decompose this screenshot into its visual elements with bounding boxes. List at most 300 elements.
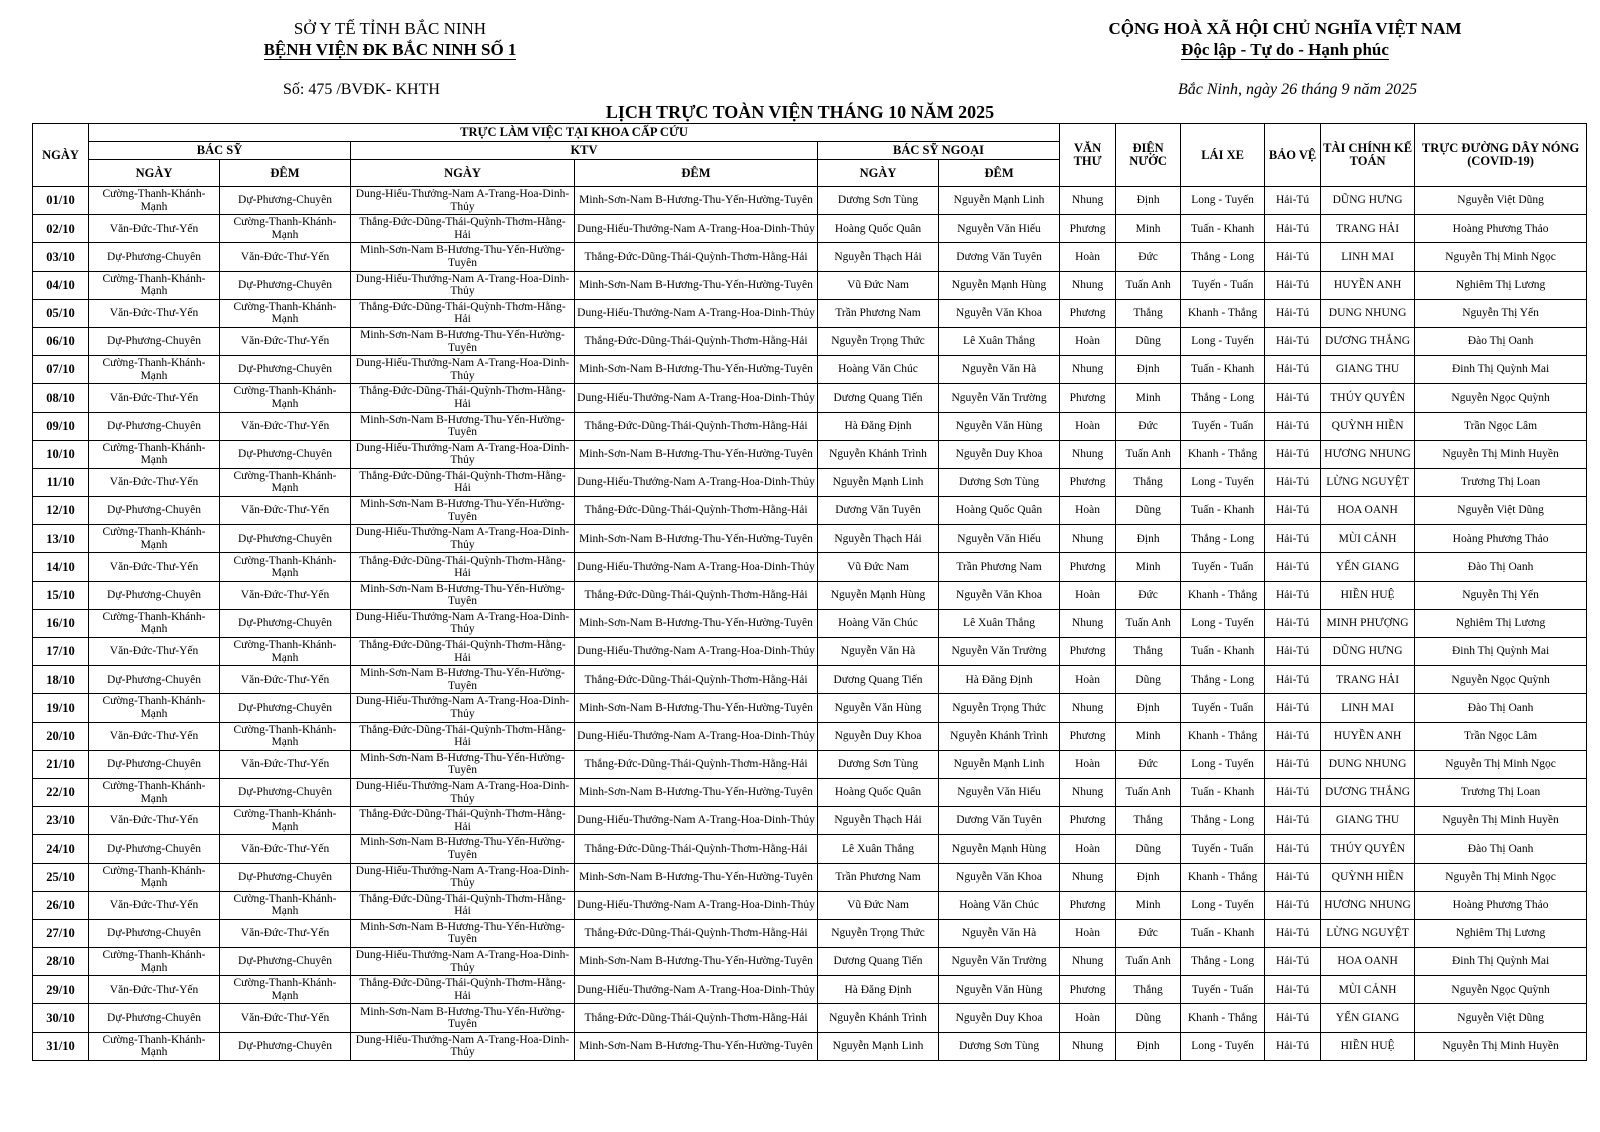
day-cell: 11/10: [33, 468, 89, 496]
ktv-night-cell: Minh-Sơn-Nam B-Hương-Thu-Yến-Hường-Tuyên: [575, 1032, 818, 1060]
bac-si-night-cell: Dự-Phương-Chuyên: [220, 948, 351, 976]
ktv-night-cell: Minh-Sơn-Nam B-Hương-Thu-Yến-Hường-Tuyên: [575, 525, 818, 553]
van-thu-cell: Hoàn: [1060, 1004, 1116, 1032]
dien-nuoc-cell: Đức: [1116, 750, 1181, 778]
bao-ve-cell: Hải-Tú: [1265, 694, 1321, 722]
duong-day-nong-cell: Nghiêm Thị Lương: [1415, 919, 1587, 947]
ktv-day-cell: Thắng-Đức-Dũng-Thái-Quỳnh-Thơm-Hằng-Hải: [351, 807, 575, 835]
lai-xe-cell: Tuyến - Tuấn: [1181, 271, 1265, 299]
header-bac-si-ngoai-day: NGÀY: [818, 160, 939, 187]
table-row: [33, 948, 1587, 976]
bac-si-night-cell: Dự-Phương-Chuyên: [220, 187, 351, 215]
lai-xe-cell: Tuấn - Khanh: [1181, 778, 1265, 806]
duong-day-nong-cell: Nguyễn Việt Dũng: [1415, 187, 1587, 215]
bac-si-night-cell: Dự-Phương-Chuyên: [220, 609, 351, 637]
bac-si-day-cell: Cường-Thanh-Khánh-Mạnh: [89, 525, 220, 553]
ktv-night-cell: Minh-Sơn-Nam B-Hương-Thu-Yến-Hường-Tuyên: [575, 440, 818, 468]
lai-xe-cell: Long - Tuyến: [1181, 750, 1265, 778]
duong-day-nong-cell: Trương Thị Loan: [1415, 468, 1587, 496]
bac-si-day-cell: Văn-Đức-Thư-Yến: [89, 891, 220, 919]
lai-xe-cell: Khanh - Thắng: [1181, 299, 1265, 327]
day-cell: 26/10: [33, 891, 89, 919]
day-cell: 12/10: [33, 497, 89, 525]
lai-xe-cell: Tuấn - Khanh: [1181, 215, 1265, 243]
lai-xe-cell: Long - Tuyến: [1181, 468, 1265, 496]
lai-xe-cell: Khanh - Thắng: [1181, 581, 1265, 609]
bac-si-day-cell: Dự-Phương-Chuyên: [89, 243, 220, 271]
duong-day-nong-cell: Nguyễn Ngọc Quỳnh: [1415, 976, 1587, 1004]
van-thu-cell: Hoàn: [1060, 750, 1116, 778]
bac-si-day-cell: Cường-Thanh-Khánh-Mạnh: [89, 356, 220, 384]
day-cell: 25/10: [33, 863, 89, 891]
dien-nuoc-cell: Đức: [1116, 581, 1181, 609]
bac-si-night-cell: Văn-Đức-Thư-Yến: [220, 581, 351, 609]
bao-ve-cell: Hải-Tú: [1265, 976, 1321, 1004]
bac-si-night-cell: Cường-Thanh-Khánh-Mạnh: [220, 722, 351, 750]
duong-day-nong-cell: Nguyễn Thị Minh Ngọc: [1415, 863, 1587, 891]
tai-chinh-cell: MÙI CẢNH: [1321, 525, 1415, 553]
bac-si-ngoai-day-cell: Dương Sơn Tùng: [818, 187, 939, 215]
national-motto: Độc lập - Tự do - Hạnh phúc: [1181, 40, 1389, 59]
bac-si-ngoai-night-cell: Nguyễn Mạnh Linh: [939, 750, 1060, 778]
table-row: [33, 609, 1587, 637]
bac-si-ngoai-night-cell: Nguyễn Văn Khoa: [939, 299, 1060, 327]
ktv-night-cell: Minh-Sơn-Nam B-Hương-Thu-Yến-Hường-Tuyên: [575, 271, 818, 299]
bac-si-ngoai-day-cell: Vũ Đức Nam: [818, 271, 939, 299]
bac-si-day-cell: Cường-Thanh-Khánh-Mạnh: [89, 948, 220, 976]
duong-day-nong-cell: Đinh Thị Quỳnh Mai: [1415, 948, 1587, 976]
bao-ve-cell: Hải-Tú: [1265, 919, 1321, 947]
dien-nuoc-cell: Dũng: [1116, 666, 1181, 694]
ktv-day-cell: Thắng-Đức-Dũng-Thái-Quỳnh-Thơm-Hằng-Hải: [351, 553, 575, 581]
ktv-night-cell: Dung-Hiếu-Thưởng-Nam A-Trang-Hoa-Dinh-Thủy: [575, 215, 818, 243]
van-thu-cell: Hoàn: [1060, 327, 1116, 355]
ktv-day-cell: Minh-Sơn-Nam B-Hương-Thu-Yến-Hường-Tuyên: [351, 327, 575, 355]
bac-si-ngoai-day-cell: Dương Văn Tuyên: [818, 497, 939, 525]
van-thu-cell: Phương: [1060, 215, 1116, 243]
tai-chinh-cell: HƯƠNG NHUNG: [1321, 440, 1415, 468]
lai-xe-cell: Khanh - Thắng: [1181, 440, 1265, 468]
lai-xe-cell: Thắng - Long: [1181, 384, 1265, 412]
bac-si-day-cell: Cường-Thanh-Khánh-Mạnh: [89, 1032, 220, 1060]
ktv-night-cell: Dung-Hiếu-Thưởng-Nam A-Trang-Hoa-Dinh-Thủy: [575, 891, 818, 919]
table-row: [33, 215, 1587, 243]
bac-si-ngoai-day-cell: Nguyễn Mạnh Hùng: [818, 581, 939, 609]
dien-nuoc-cell: Minh: [1116, 553, 1181, 581]
tai-chinh-cell: DŨNG HƯNG: [1321, 187, 1415, 215]
duong-day-nong-cell: Đinh Thị Quỳnh Mai: [1415, 356, 1587, 384]
duong-day-nong-cell: Nguyễn Thị Yến: [1415, 299, 1587, 327]
duong-day-nong-cell: Hoàng Phương Thảo: [1415, 525, 1587, 553]
dien-nuoc-cell: Đức: [1116, 919, 1181, 947]
ktv-night-cell: Thắng-Đức-Dũng-Thái-Quỳnh-Thơm-Hằng-Hải: [575, 919, 818, 947]
bao-ve-cell: Hải-Tú: [1265, 778, 1321, 806]
bac-si-day-cell: Văn-Đức-Thư-Yến: [89, 299, 220, 327]
table-row: [33, 243, 1587, 271]
day-cell: 19/10: [33, 694, 89, 722]
dien-nuoc-cell: Thắng: [1116, 299, 1181, 327]
ktv-night-cell: Minh-Sơn-Nam B-Hương-Thu-Yến-Hường-Tuyên: [575, 863, 818, 891]
dien-nuoc-cell: Tuấn Anh: [1116, 609, 1181, 637]
day-cell: 03/10: [33, 243, 89, 271]
duong-day-nong-cell: Nguyễn Thị Minh Huyền: [1415, 440, 1587, 468]
tai-chinh-cell: GIANG THU: [1321, 356, 1415, 384]
day-cell: 24/10: [33, 835, 89, 863]
ktv-day-cell: Dung-Hiếu-Thưởng-Nam A-Trang-Hoa-Dinh-Thủy: [351, 187, 575, 215]
ktv-night-cell: Thắng-Đức-Dũng-Thái-Quỳnh-Thơm-Hằng-Hải: [575, 835, 818, 863]
bac-si-ngoai-night-cell: Nguyễn Văn Trường: [939, 384, 1060, 412]
ktv-night-cell: Dung-Hiếu-Thưởng-Nam A-Trang-Hoa-Dinh-Thủy: [575, 468, 818, 496]
van-thu-cell: Hoàn: [1060, 581, 1116, 609]
day-cell: 04/10: [33, 271, 89, 299]
van-thu-cell: Phương: [1060, 976, 1116, 1004]
lai-xe-cell: Long - Tuyến: [1181, 327, 1265, 355]
bac-si-night-cell: Dự-Phương-Chuyên: [220, 694, 351, 722]
bac-si-ngoai-night-cell: Nguyễn Văn Hà: [939, 919, 1060, 947]
day-cell: 20/10: [33, 722, 89, 750]
bao-ve-cell: Hải-Tú: [1265, 525, 1321, 553]
ktv-night-cell: Minh-Sơn-Nam B-Hương-Thu-Yến-Hường-Tuyên: [575, 948, 818, 976]
bac-si-day-cell: Văn-Đức-Thư-Yến: [89, 638, 220, 666]
bac-si-day-cell: Dự-Phương-Chuyên: [89, 327, 220, 355]
ktv-day-cell: Dung-Hiếu-Thưởng-Nam A-Trang-Hoa-Dinh-Thủy: [351, 948, 575, 976]
ktv-day-cell: Dung-Hiếu-Thưởng-Nam A-Trang-Hoa-Dinh-Thủy: [351, 609, 575, 637]
ktv-day-cell: Dung-Hiếu-Thưởng-Nam A-Trang-Hoa-Dinh-Thủy: [351, 356, 575, 384]
day-cell: 29/10: [33, 976, 89, 1004]
bao-ve-cell: Hải-Tú: [1265, 1032, 1321, 1060]
bac-si-ngoai-night-cell: Nguyễn Văn Khoa: [939, 581, 1060, 609]
table-row: [33, 497, 1587, 525]
dien-nuoc-cell: Đức: [1116, 243, 1181, 271]
table-row: [33, 666, 1587, 694]
bac-si-ngoai-day-cell: Nguyễn Văn Hùng: [818, 694, 939, 722]
ktv-night-cell: Thắng-Đức-Dũng-Thái-Quỳnh-Thơm-Hằng-Hải: [575, 666, 818, 694]
bac-si-day-cell: Cường-Thanh-Khánh-Mạnh: [89, 271, 220, 299]
table-row: [33, 525, 1587, 553]
bao-ve-cell: Hải-Tú: [1265, 609, 1321, 637]
ktv-night-cell: Thắng-Đức-Dũng-Thái-Quỳnh-Thơm-Hằng-Hải: [575, 750, 818, 778]
dien-nuoc-cell: Định: [1116, 525, 1181, 553]
lai-xe-cell: Long - Tuyến: [1181, 1032, 1265, 1060]
lai-xe-cell: Tuyến - Tuấn: [1181, 553, 1265, 581]
bac-si-day-cell: Cường-Thanh-Khánh-Mạnh: [89, 440, 220, 468]
ktv-night-cell: Minh-Sơn-Nam B-Hương-Thu-Yến-Hường-Tuyên: [575, 609, 818, 637]
van-thu-cell: Hoàn: [1060, 412, 1116, 440]
header-left: [240, 18, 540, 60]
table-row: [33, 807, 1587, 835]
bac-si-ngoai-day-cell: Lê Xuân Thắng: [818, 835, 939, 863]
bac-si-night-cell: Cường-Thanh-Khánh-Mạnh: [220, 299, 351, 327]
lai-xe-cell: Thắng - Long: [1181, 525, 1265, 553]
ktv-night-cell: Thắng-Đức-Dũng-Thái-Quỳnh-Thơm-Hằng-Hải: [575, 327, 818, 355]
bac-si-ngoai-night-cell: Hà Đăng Định: [939, 666, 1060, 694]
van-thu-cell: Nhung: [1060, 609, 1116, 637]
table-row: [33, 638, 1587, 666]
bac-si-ngoai-night-cell: Nguyễn Văn Hùng: [939, 412, 1060, 440]
tai-chinh-cell: HIỀN HUỆ: [1321, 1032, 1415, 1060]
van-thu-cell: Hoàn: [1060, 835, 1116, 863]
van-thu-cell: Nhung: [1060, 440, 1116, 468]
tai-chinh-cell: LINH MAI: [1321, 243, 1415, 271]
bac-si-ngoai-day-cell: Nguyễn Thạch Hải: [818, 243, 939, 271]
country-name: CỘNG HOÀ XÃ HỘI CHỦ NGHĨA VIỆT NAM: [1108, 19, 1462, 38]
tai-chinh-cell: THÚY QUYÊN: [1321, 835, 1415, 863]
bac-si-ngoai-night-cell: Dương Văn Tuyên: [939, 243, 1060, 271]
tai-chinh-cell: DUNG NHUNG: [1321, 750, 1415, 778]
bac-si-day-cell: Dự-Phương-Chuyên: [89, 581, 220, 609]
dien-nuoc-cell: Định: [1116, 694, 1181, 722]
table-header: [33, 124, 1587, 187]
header-bac-si-day: NGÀY: [89, 160, 220, 187]
bac-si-ngoai-night-cell: Hoàng Văn Chúc: [939, 891, 1060, 919]
bac-si-night-cell: Cường-Thanh-Khánh-Mạnh: [220, 638, 351, 666]
ktv-night-cell: Minh-Sơn-Nam B-Hương-Thu-Yến-Hường-Tuyên: [575, 778, 818, 806]
dien-nuoc-cell: Định: [1116, 187, 1181, 215]
van-thu-cell: Nhung: [1060, 187, 1116, 215]
duong-day-nong-cell: Nguyễn Ngọc Quỳnh: [1415, 666, 1587, 694]
page-title: LỊCH TRỰC TOÀN VIỆN THÁNG 10 NĂM 2025: [605, 102, 995, 122]
bac-si-day-cell: Văn-Đức-Thư-Yến: [89, 807, 220, 835]
ktv-night-cell: Dung-Hiếu-Thưởng-Nam A-Trang-Hoa-Dinh-Thủy: [575, 807, 818, 835]
lai-xe-cell: Tuyến - Tuấn: [1181, 976, 1265, 1004]
bac-si-ngoai-night-cell: Nguyễn Duy Khoa: [939, 440, 1060, 468]
header-bac-si-ngoai: BÁC SỸ NGOẠI: [818, 142, 1060, 160]
bac-si-ngoai-night-cell: Trần Phương Nam: [939, 553, 1060, 581]
dien-nuoc-cell: Thắng: [1116, 807, 1181, 835]
bao-ve-cell: Hải-Tú: [1265, 722, 1321, 750]
hospital-name: BỆNH VIỆN ĐK BẮC NINH SỐ 1: [263, 40, 517, 59]
duong-day-nong-cell: Nghiêm Thị Lương: [1415, 271, 1587, 299]
tai-chinh-cell: MINH PHƯỢNG: [1321, 609, 1415, 637]
bac-si-ngoai-night-cell: Nguyễn Văn Hiếu: [939, 525, 1060, 553]
van-thu-cell: Phương: [1060, 722, 1116, 750]
ktv-night-cell: Dung-Hiếu-Thưởng-Nam A-Trang-Hoa-Dinh-Thủy: [575, 384, 818, 412]
day-cell: 14/10: [33, 553, 89, 581]
bac-si-ngoai-night-cell: Nguyễn Mạnh Hùng: [939, 271, 1060, 299]
van-thu-cell: Hoàn: [1060, 919, 1116, 947]
day-cell: 31/10: [33, 1032, 89, 1060]
bao-ve-cell: Hải-Tú: [1265, 835, 1321, 863]
bac-si-ngoai-day-cell: Vũ Đức Nam: [818, 553, 939, 581]
bao-ve-cell: Hải-Tú: [1265, 666, 1321, 694]
ktv-day-cell: Minh-Sơn-Nam B-Hương-Thu-Yến-Hường-Tuyên: [351, 835, 575, 863]
ktv-day-cell: Dung-Hiếu-Thưởng-Nam A-Trang-Hoa-Dinh-Thủy: [351, 1032, 575, 1060]
dien-nuoc-cell: Tuấn Anh: [1116, 948, 1181, 976]
table-row: [33, 187, 1587, 215]
bac-si-night-cell: Văn-Đức-Thư-Yến: [220, 327, 351, 355]
ktv-day-cell: Minh-Sơn-Nam B-Hương-Thu-Yến-Hường-Tuyên: [351, 412, 575, 440]
ktv-day-cell: Thắng-Đức-Dũng-Thái-Quỳnh-Thơm-Hằng-Hải: [351, 299, 575, 327]
table-row: [33, 778, 1587, 806]
table-row: [33, 356, 1587, 384]
bac-si-day-cell: Cường-Thanh-Khánh-Mạnh: [89, 778, 220, 806]
lai-xe-cell: Tuấn - Khanh: [1181, 638, 1265, 666]
header-bac-si: BÁC SỸ: [89, 142, 351, 160]
van-thu-cell: Nhung: [1060, 863, 1116, 891]
header-van-thu: VĂN THƯ: [1060, 124, 1116, 187]
tai-chinh-cell: YẾN GIANG: [1321, 553, 1415, 581]
bac-si-night-cell: Cường-Thanh-Khánh-Mạnh: [220, 215, 351, 243]
bac-si-night-cell: Văn-Đức-Thư-Yến: [220, 835, 351, 863]
bac-si-ngoai-night-cell: Nguyễn Mạnh Linh: [939, 187, 1060, 215]
dien-nuoc-cell: Dũng: [1116, 835, 1181, 863]
bac-si-ngoai-day-cell: Nguyễn Thạch Hải: [818, 525, 939, 553]
lai-xe-cell: Thắng - Long: [1181, 243, 1265, 271]
table-row: [33, 1032, 1587, 1060]
duong-day-nong-cell: Nguyễn Việt Dũng: [1415, 1004, 1587, 1032]
ktv-day-cell: Minh-Sơn-Nam B-Hương-Thu-Yến-Hường-Tuyên: [351, 1004, 575, 1032]
lai-xe-cell: Khanh - Thắng: [1181, 1004, 1265, 1032]
van-thu-cell: Nhung: [1060, 1032, 1116, 1060]
ktv-day-cell: Thắng-Đức-Dũng-Thái-Quỳnh-Thơm-Hằng-Hải: [351, 891, 575, 919]
duong-day-nong-cell: Trần Ngọc Lâm: [1415, 722, 1587, 750]
header-bao-ve: BẢO VỆ: [1265, 124, 1321, 187]
bao-ve-cell: Hải-Tú: [1265, 863, 1321, 891]
dien-nuoc-cell: Minh: [1116, 722, 1181, 750]
bac-si-day-cell: Văn-Đức-Thư-Yến: [89, 215, 220, 243]
day-cell: 07/10: [33, 356, 89, 384]
table-row: [33, 553, 1587, 581]
header-emergency-group: TRỰC LÀM VIỆC TẠI KHOA CẤP CỨU: [89, 124, 1060, 142]
ktv-day-cell: Dung-Hiếu-Thưởng-Nam A-Trang-Hoa-Dinh-Thủy: [351, 863, 575, 891]
table-row: [33, 863, 1587, 891]
ktv-night-cell: Dung-Hiếu-Thưởng-Nam A-Trang-Hoa-Dinh-Thủy: [575, 976, 818, 1004]
bac-si-day-cell: Dự-Phương-Chuyên: [89, 497, 220, 525]
tai-chinh-cell: DŨNG HƯNG: [1321, 638, 1415, 666]
bac-si-night-cell: Văn-Đức-Thư-Yến: [220, 412, 351, 440]
bao-ve-cell: Hải-Tú: [1265, 243, 1321, 271]
bac-si-ngoai-night-cell: Nguyễn Văn Hà: [939, 356, 1060, 384]
tai-chinh-cell: HOA OANH: [1321, 948, 1415, 976]
day-cell: 21/10: [33, 750, 89, 778]
bac-si-ngoai-day-cell: Trần Phương Nam: [818, 299, 939, 327]
dien-nuoc-cell: Dũng: [1116, 327, 1181, 355]
dien-nuoc-cell: Định: [1116, 356, 1181, 384]
header-bac-si-ngoai-night: ĐÊM: [939, 160, 1060, 187]
ktv-night-cell: Dung-Hiếu-Thưởng-Nam A-Trang-Hoa-Dinh-Thủy: [575, 638, 818, 666]
ktv-day-cell: Minh-Sơn-Nam B-Hương-Thu-Yến-Hường-Tuyên: [351, 497, 575, 525]
ktv-night-cell: Minh-Sơn-Nam B-Hương-Thu-Yến-Hường-Tuyên: [575, 694, 818, 722]
bac-si-ngoai-day-cell: Dương Quang Tiến: [818, 948, 939, 976]
day-cell: 16/10: [33, 609, 89, 637]
bac-si-day-cell: Dự-Phương-Chuyên: [89, 835, 220, 863]
tai-chinh-cell: TRANG HẢI: [1321, 215, 1415, 243]
bac-si-ngoai-day-cell: Nguyễn Khánh Trình: [818, 1004, 939, 1032]
bao-ve-cell: Hải-Tú: [1265, 497, 1321, 525]
tai-chinh-cell: QUỲNH HIỀN: [1321, 412, 1415, 440]
ktv-day-cell: Thắng-Đức-Dũng-Thái-Quỳnh-Thơm-Hằng-Hải: [351, 722, 575, 750]
bac-si-night-cell: Văn-Đức-Thư-Yến: [220, 750, 351, 778]
table-row: [33, 750, 1587, 778]
lai-xe-cell: Tuyến - Tuấn: [1181, 694, 1265, 722]
ktv-day-cell: Dung-Hiếu-Thưởng-Nam A-Trang-Hoa-Dinh-Thủy: [351, 525, 575, 553]
van-thu-cell: Phương: [1060, 638, 1116, 666]
ktv-night-cell: Thắng-Đức-Dũng-Thái-Quỳnh-Thơm-Hằng-Hải: [575, 1004, 818, 1032]
bac-si-night-cell: Dự-Phương-Chuyên: [220, 271, 351, 299]
lai-xe-cell: Tuyến - Tuấn: [1181, 412, 1265, 440]
tai-chinh-cell: GIANG THU: [1321, 807, 1415, 835]
bac-si-ngoai-day-cell: Nguyễn Mạnh Linh: [818, 468, 939, 496]
bac-si-day-cell: Dự-Phương-Chuyên: [89, 1004, 220, 1032]
van-thu-cell: Hoàn: [1060, 666, 1116, 694]
ktv-day-cell: Minh-Sơn-Nam B-Hương-Thu-Yến-Hường-Tuyên: [351, 750, 575, 778]
bao-ve-cell: Hải-Tú: [1265, 187, 1321, 215]
tai-chinh-cell: HUYỀN ANH: [1321, 271, 1415, 299]
lai-xe-cell: Thắng - Long: [1181, 948, 1265, 976]
day-cell: 22/10: [33, 778, 89, 806]
bac-si-ngoai-night-cell: Nguyễn Duy Khoa: [939, 1004, 1060, 1032]
bac-si-night-cell: Dự-Phương-Chuyên: [220, 440, 351, 468]
bac-si-night-cell: Văn-Đức-Thư-Yến: [220, 243, 351, 271]
table-row: [33, 299, 1587, 327]
duong-day-nong-cell: Nguyễn Ngọc Quỳnh: [1415, 384, 1587, 412]
bac-si-ngoai-day-cell: Hà Đăng Định: [818, 412, 939, 440]
bao-ve-cell: Hải-Tú: [1265, 327, 1321, 355]
bac-si-day-cell: Dự-Phương-Chuyên: [89, 919, 220, 947]
dien-nuoc-cell: Thắng: [1116, 638, 1181, 666]
van-thu-cell: Phương: [1060, 553, 1116, 581]
lai-xe-cell: Tuấn - Khanh: [1181, 497, 1265, 525]
header-ktv: KTV: [351, 142, 818, 160]
bac-si-night-cell: Văn-Đức-Thư-Yến: [220, 1004, 351, 1032]
bac-si-ngoai-day-cell: Hoàng Quốc Quân: [818, 215, 939, 243]
bac-si-night-cell: Văn-Đức-Thư-Yến: [220, 497, 351, 525]
dien-nuoc-cell: Minh: [1116, 384, 1181, 412]
bao-ve-cell: Hải-Tú: [1265, 1004, 1321, 1032]
ktv-day-cell: Thắng-Đức-Dũng-Thái-Quỳnh-Thơm-Hằng-Hải: [351, 468, 575, 496]
bac-si-day-cell: Cường-Thanh-Khánh-Mạnh: [89, 609, 220, 637]
ktv-day-cell: Minh-Sơn-Nam B-Hương-Thu-Yến-Hường-Tuyên: [351, 666, 575, 694]
duong-day-nong-cell: Trương Thị Loan: [1415, 778, 1587, 806]
duong-day-nong-cell: Nguyễn Thị Minh Huyền: [1415, 807, 1587, 835]
bac-si-day-cell: Văn-Đức-Thư-Yến: [89, 468, 220, 496]
dien-nuoc-cell: Dũng: [1116, 1004, 1181, 1032]
bac-si-ngoai-day-cell: Nguyễn Duy Khoa: [818, 722, 939, 750]
day-cell: 02/10: [33, 215, 89, 243]
van-thu-cell: Nhung: [1060, 694, 1116, 722]
bac-si-night-cell: Cường-Thanh-Khánh-Mạnh: [220, 384, 351, 412]
tai-chinh-cell: LỪNG NGUYỆT: [1321, 468, 1415, 496]
day-cell: 28/10: [33, 948, 89, 976]
bac-si-ngoai-day-cell: Nguyễn Khánh Trình: [818, 440, 939, 468]
bac-si-ngoai-night-cell: Nguyễn Văn Trường: [939, 638, 1060, 666]
day-cell: 15/10: [33, 581, 89, 609]
lai-xe-cell: Khanh - Thắng: [1181, 863, 1265, 891]
tai-chinh-cell: TRANG HẢI: [1321, 666, 1415, 694]
van-thu-cell: Nhung: [1060, 778, 1116, 806]
tai-chinh-cell: MÙI CẢNH: [1321, 976, 1415, 1004]
bac-si-ngoai-night-cell: Hoàng Quốc Quân: [939, 497, 1060, 525]
bac-si-night-cell: Dự-Phương-Chuyên: [220, 778, 351, 806]
header-dien-nuoc: ĐIỆN NƯỚC: [1116, 124, 1181, 187]
table-row: [33, 384, 1587, 412]
ktv-night-cell: Minh-Sơn-Nam B-Hương-Thu-Yến-Hường-Tuyên: [575, 187, 818, 215]
document-number: Số: 475 /BVĐK- KHTH: [283, 81, 440, 98]
bac-si-ngoai-night-cell: Dương Sơn Tùng: [939, 1032, 1060, 1060]
tai-chinh-cell: LINH MAI: [1321, 694, 1415, 722]
van-thu-cell: Nhung: [1060, 271, 1116, 299]
day-cell: 06/10: [33, 327, 89, 355]
day-cell: 18/10: [33, 666, 89, 694]
department-name: SỞ Y TẾ TỈNH BẮC NINH: [293, 19, 487, 38]
table-row: [33, 271, 1587, 299]
dien-nuoc-cell: Dũng: [1116, 497, 1181, 525]
bac-si-day-cell: Dự-Phương-Chuyên: [89, 666, 220, 694]
tai-chinh-cell: DƯƠNG THẮNG: [1321, 778, 1415, 806]
duong-day-nong-cell: Nguyễn Việt Dũng: [1415, 497, 1587, 525]
header-ktv-night: ĐÊM: [575, 160, 818, 187]
bac-si-ngoai-day-cell: Nguyễn Mạnh Linh: [818, 1032, 939, 1060]
